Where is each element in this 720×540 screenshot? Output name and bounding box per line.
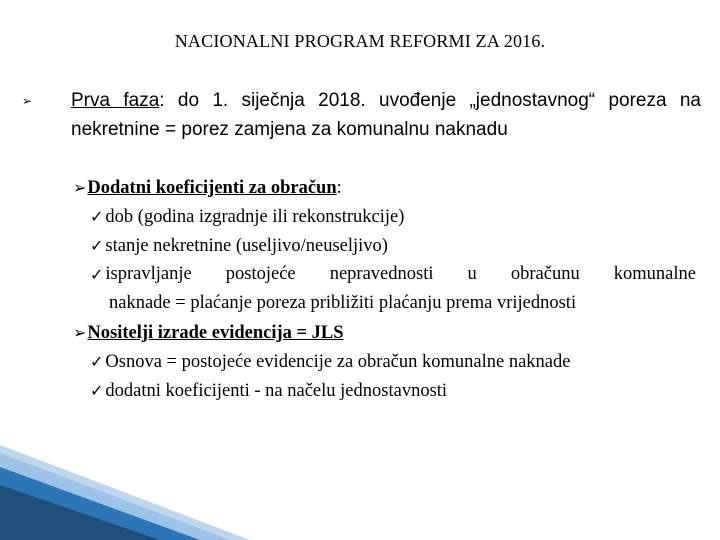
bullet-text-line2: nekretnine = porez zamjena za komunalnu naknadu [71,119,508,140]
checkmark-icon: ✓ [90,352,104,371]
list-item [90,376,696,406]
list-item [90,231,696,261]
bullet-prva-faza [71,86,701,144]
list-item [90,347,696,377]
corner-decoration [0,445,250,540]
bullet-label-prva-faza: Prva faza [71,90,160,111]
list-item-text: stanje nekretnine (useljivo/neuseljivo) [105,236,388,256]
slide-title: NACIONALNI PROGRAM REFORMI ZA 2016. [174,31,546,51]
bullet-dodatni-koeficijenti [73,173,342,203]
checkmark-icon: ✓ [90,207,104,226]
list-item-text: dodatni koeficijenti - na načelu jednostavnosti [105,381,448,401]
bullet-label-dodatni-koeficijenti: Dodatni koeficijenti za obračun [87,178,337,198]
list-item-text: Osnova = postojeće evidencije za obračun komunalne naknade [105,352,571,372]
bullet-nositelji [73,318,344,348]
list-item [90,260,696,289]
bullet-text-line1: : do 1. siječnja 2018. uvođenje „jednostavnog“ poreza na [159,90,701,111]
bullet-label-suffix: : [336,178,342,198]
checkmark-icon: ✓ [90,265,104,284]
list-item-text: ispravljanje postojeće nepravednosti u obračunu komunalne [105,264,696,284]
list-item-continuation: naknade = plaćanje poreza približiti plaćanju prema vrijednosti [109,293,577,313]
checkmark-icon: ✓ [90,381,104,400]
checkmark-icon: ✓ [90,236,104,255]
arrow-bullet-icon: ➢ [73,178,87,197]
arrow-bullet-icon: ➢ [22,94,33,108]
arrow-bullet-icon: ➢ [73,323,87,342]
list-item-text: dob (godina izgradnje ili rekonstrukcije) [105,207,405,227]
list-item [90,202,696,232]
bullet-label-nositelji: Nositelji izrade evidencija = JLS [87,323,344,343]
